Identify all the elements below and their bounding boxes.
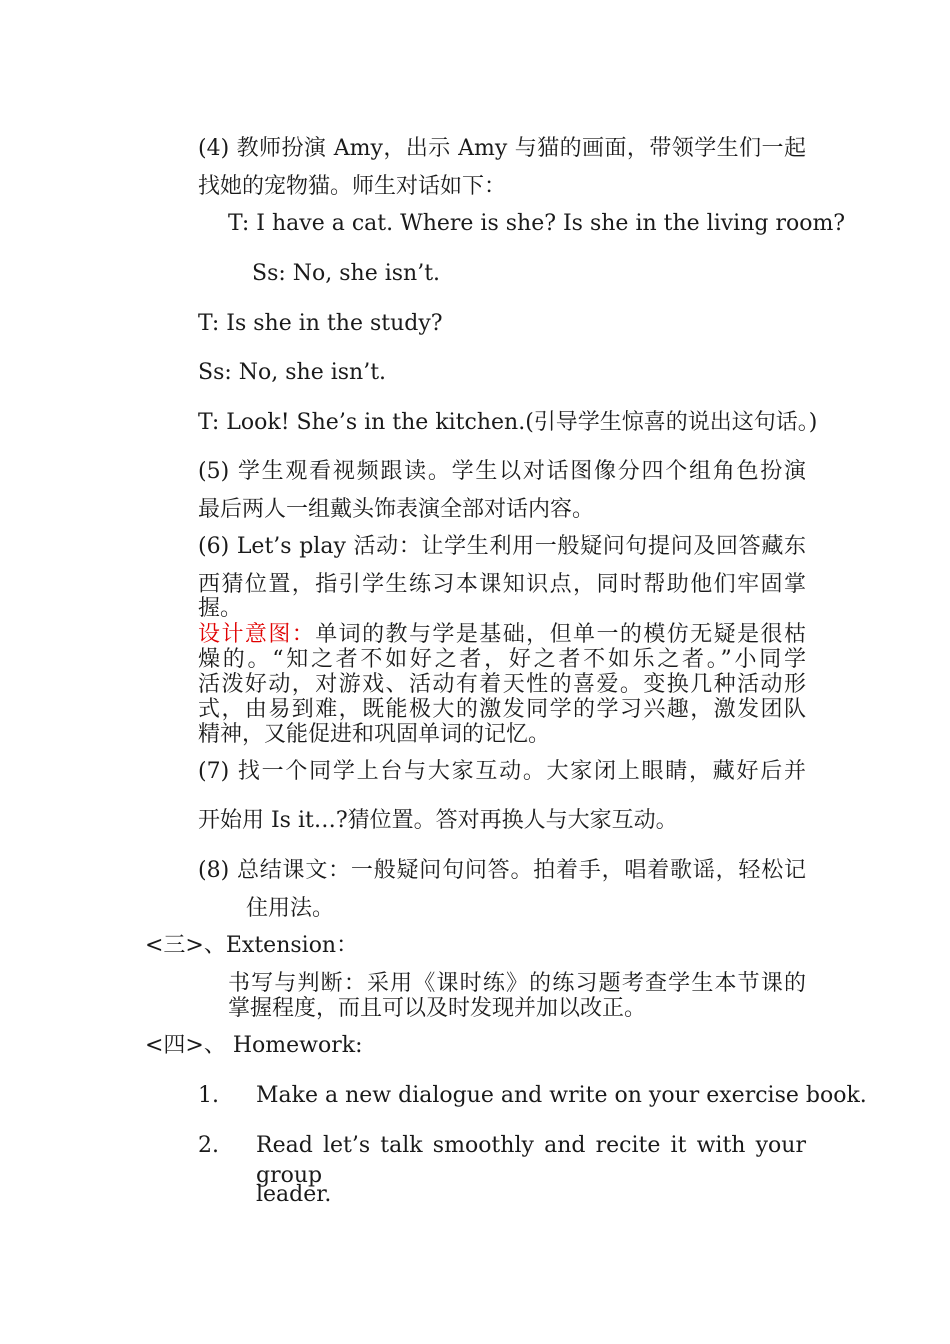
homework-item-2-number: 2.: [198, 1133, 219, 1158]
extension-line-2: 掌握程度，而且可以及时发现并加以改正。: [228, 996, 647, 1021]
step-4-line-2: 找她的宠物猫。师生对话如下：: [198, 174, 507, 199]
step-6-line-3: 握。: [198, 596, 243, 621]
step-5-line-2: 最后两人一组戴头饰表演全部对话内容。: [198, 497, 595, 522]
step-6-line-2: 西猜位置，指引学生练习本课知识点，同时帮助他们牢固掌: [198, 572, 806, 597]
step-6-line-1: (6) Let’s play 活动：让学生利用一般疑问句提问及回答藏东: [198, 534, 806, 559]
design-intent-line-4: 式，由易到难，既能极大的激发同学的学习兴趣，激发团队: [198, 697, 806, 722]
homework-heading: <四>、 Homework:: [145, 1033, 363, 1058]
dialogue-line-3: T: Is she in the study?: [198, 311, 443, 336]
design-intent-line-5: 精神，又能促进和巩固单词的记忆。: [198, 722, 551, 747]
extension-line-1: 书写与判断：采用《课时练》的练习题考查学生本节课的: [228, 971, 806, 996]
dialogue-line-2: Ss: No, she isn’t.: [252, 261, 441, 286]
extension-heading: <三>、Extension：: [145, 933, 359, 958]
design-intent-label: 设计意图：: [198, 622, 316, 647]
step-4-line-1: (4) 教师扮演 Amy，出示 Amy 与猫的画面，带领学生们一起: [198, 136, 806, 161]
step-8-line-2: 住用法。: [246, 896, 335, 921]
design-intent-line-1: 设计意图：单词的教与学是基础，但单一的模仿无疑是很枯: [198, 622, 806, 647]
dialogue-line-5: T: Look! She’s in the kitchen.(引导学生惊喜的说出这句话。): [198, 410, 818, 435]
homework-item-2-continuation: leader.: [256, 1182, 332, 1207]
step-8-line-1: (8) 总结课文：一般疑问句问答。拍着手，唱着歌谣，轻松记: [198, 858, 806, 883]
dialogue-line-1: T: I have a cat. Where is she? Is she in the living room?: [228, 211, 846, 236]
step-7-line-1: (7) 找一个同学上台与大家互动。大家闭上眼睛，藏好后并: [198, 759, 806, 784]
design-intent-line-3: 活泼好动，对游戏、活动有着天性的喜爱。变换几种活动形: [198, 672, 806, 697]
dialogue-line-4: Ss: No, she isn’t.: [198, 360, 387, 385]
homework-item-1-text: Make a new dialogue and write on your exercise book.: [256, 1083, 867, 1108]
step-7-line-2: 开始用 Is it…?猜位置。答对再换人与大家互动。: [198, 808, 678, 833]
design-intent-line-2: 燥的。“知之者不如好之者，好之者不如乐之者。”小同学: [198, 647, 806, 672]
step-5-line-1: (5) 学生观看视频跟读。学生以对话图像分四个组角色扮演: [198, 459, 806, 484]
homework-item-1-number: 1.: [198, 1083, 219, 1108]
homework-item-2-text: Read let’s talk smoothly and recite it with your group: [256, 1133, 806, 1188]
